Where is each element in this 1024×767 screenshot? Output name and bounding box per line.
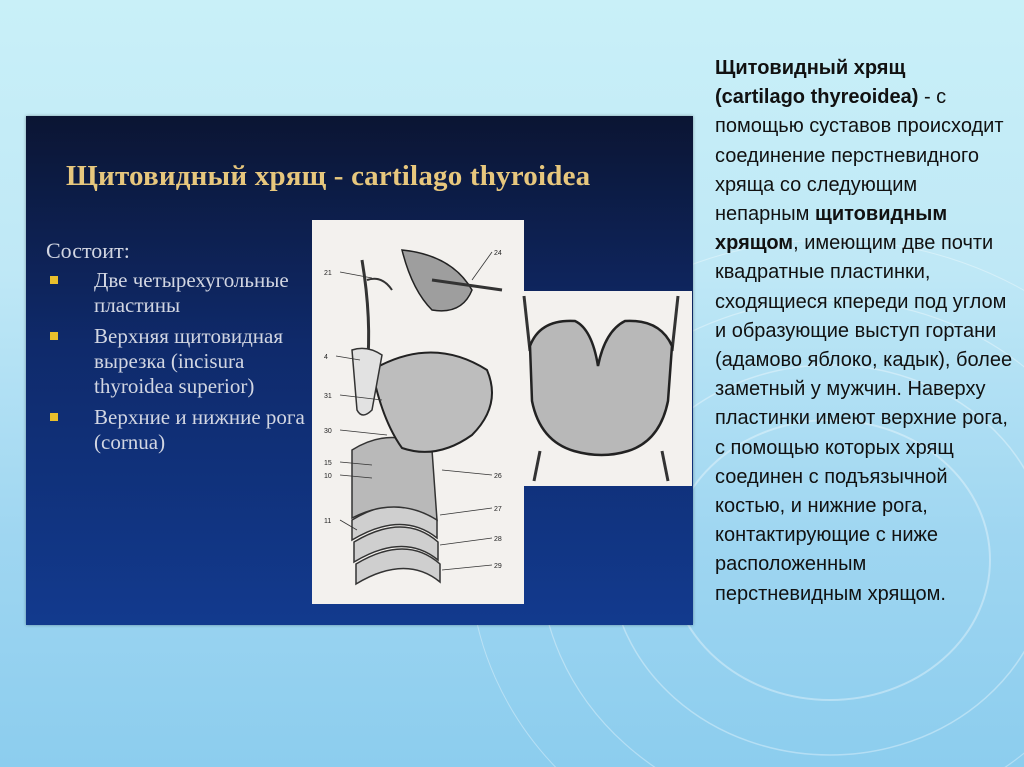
inner-slide-title: Щитовидный хрящ - cartilago thyroidea <box>66 160 591 192</box>
inner-slide-list <box>46 268 308 461</box>
bullet-icon <box>50 276 58 284</box>
diagram-label: 29 <box>494 563 502 570</box>
bullet-icon <box>50 413 58 421</box>
diagram-label: 24 <box>494 250 502 257</box>
list-item <box>46 268 308 318</box>
list-item <box>46 405 308 455</box>
diagram-label: 21 <box>324 270 332 277</box>
diagram-label: 31 <box>324 393 332 400</box>
diagram-label: 15 <box>324 460 332 467</box>
diagram-label: 4 <box>324 354 328 361</box>
thyroid-cartilage-slide-image <box>26 116 693 625</box>
diagram-label: 11 <box>324 518 332 525</box>
list-item-text: Верхняя щитовидная вырезка (incisura thyroidea superior) <box>94 324 283 398</box>
thyroid-cartilage-front-view-diagram <box>510 291 692 486</box>
diagram-label: 26 <box>494 473 502 480</box>
diagram-label: 30 <box>324 428 332 435</box>
description-title: Щитовидный хрящ <box>715 57 906 79</box>
description-latin: (cartilago thyreoidea) <box>715 86 919 109</box>
diagram-label: 10 <box>324 473 332 480</box>
list-item-text: Две четырехугольные пластины <box>94 268 289 317</box>
larynx-side-view-diagram <box>312 220 524 604</box>
diagram-label: 28 <box>494 536 502 543</box>
list-item <box>46 324 308 399</box>
description-part2: , имеющим две почти квадратные пластинки, сходящиеся кпереди под углом и образующие выступ гортани (адамово яблоко, кадык), более заметный у мужчин. Наверху пластинки имеют верхние рога, с помощью которых хрящ соединен с подъязычной костью, и нижние рога, контактирующие с ниже расположенным перстневидным хрящом. <box>715 232 1013 605</box>
description-part1: - с помощью суставов происходит соединение перстневидного хряща со следующим непарным <box>715 86 1004 226</box>
bullet-icon <box>50 332 58 340</box>
description-bold-term: щитовидным хрящом <box>715 203 948 255</box>
diagram-label: 27 <box>494 506 502 513</box>
inner-slide-intro: Состоит: <box>46 238 130 263</box>
description-text <box>715 54 1015 609</box>
list-item-text: Верхние и нижние рога (cornua) <box>94 405 305 454</box>
